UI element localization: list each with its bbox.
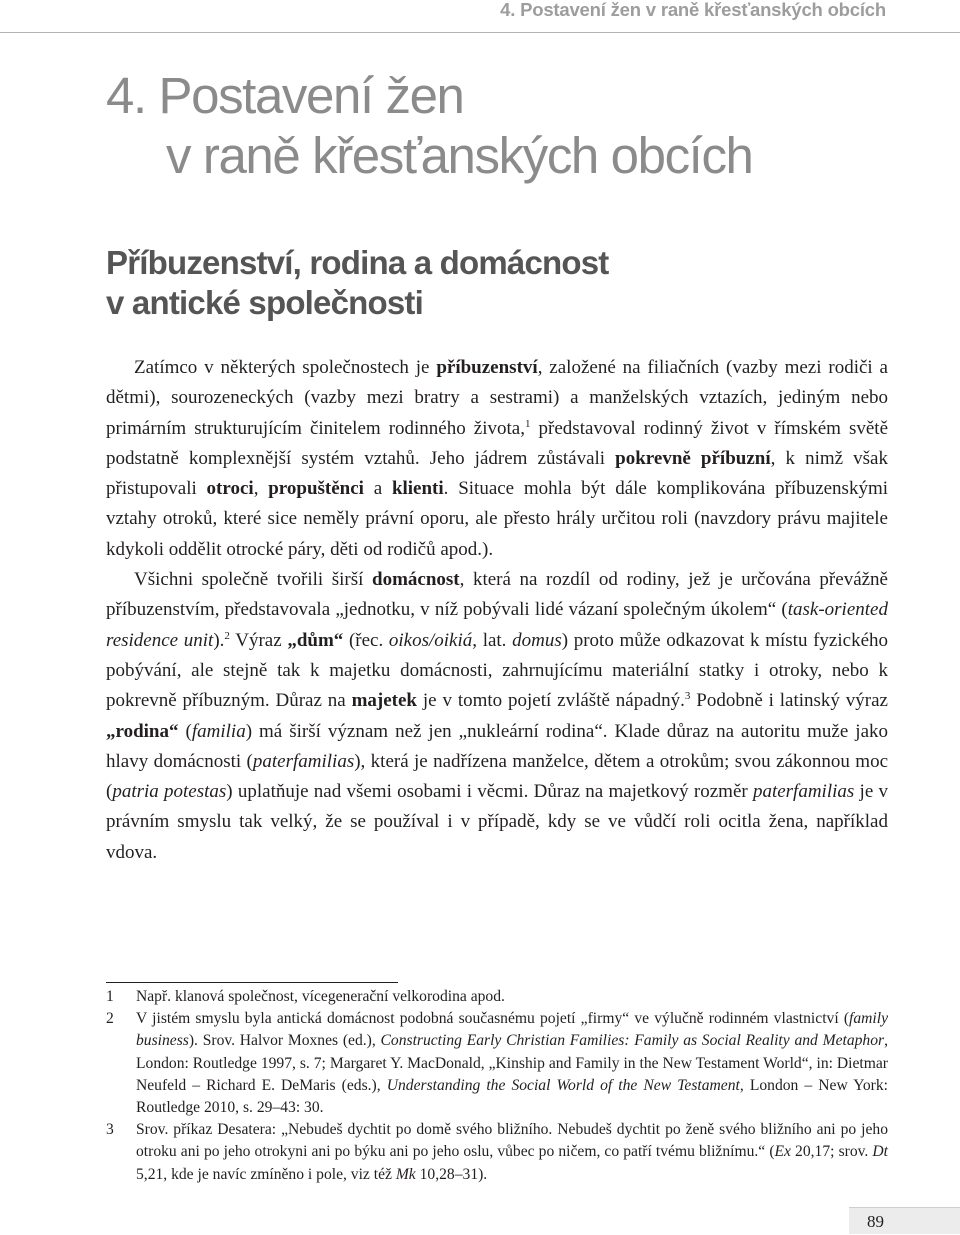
book-title-italic: Understanding the Social World of the New Testament — [386, 1076, 740, 1094]
text-run: ) má širší význam než jen „nukleární rodina“. Klade důraz na autoritu muže jako hlavy domácnosti ( — [106, 720, 889, 772]
text-run: Výraz — [229, 629, 288, 651]
text-run: je v právním smyslu tak velký, že se používal i v případě, kdy se ve vůdčí roli ocitla žena, například vdova. — [106, 781, 888, 863]
footnote-number: 1 — [106, 988, 114, 1005]
section-title — [106, 243, 609, 323]
section-title-line1: Příbuzenství, rodina a domácnost — [106, 244, 609, 281]
footnote-2 — [106, 1008, 888, 1119]
text-run: ). — [213, 629, 225, 651]
text-run: Všichni společně tvořili širší — [134, 569, 373, 591]
footnote-ref: 3 — [684, 690, 691, 703]
text-run: Zatímco v některých společnostech je — [134, 357, 437, 378]
reference-italic: Mk — [395, 1165, 416, 1183]
term-bold: otroci — [206, 478, 254, 500]
term-italic: domus — [512, 629, 562, 651]
paragraph — [106, 353, 888, 565]
term-italic: paterfamilias — [752, 781, 855, 803]
chapter-title — [106, 66, 753, 186]
running-header — [0, 0, 960, 33]
text-run: , k nimž však přistupovali — [106, 447, 888, 500]
text-run: , která na rozdíl od rodiny, jež je určována převážně příbuzenstvím, představovala „jednotku, v níž pobývali lidé vázaní společným úkolem“ ( — [106, 569, 888, 621]
text-run: 10,28–31). — [415, 1165, 488, 1183]
text-run: , London: Routledge 1997, s. 7; Margaret Y. MacDonald, „Kinship and Family in the New Testament World“, in: Dietmar Neufeld – Richard E. DeMaris (eds.), — [136, 1032, 888, 1094]
term-bold: pokrevně příbuzní — [615, 447, 771, 469]
footnote-ref: 2 — [224, 629, 230, 642]
text-run: 20,17; srov. — [790, 1143, 873, 1161]
term-italic: family business — [136, 1010, 888, 1050]
term-bold: majetek — [351, 690, 417, 712]
term-bold: klienti — [391, 478, 444, 500]
text-run: Podobně i latinský výraz — [690, 690, 888, 712]
text-run: 5,21, kde je navíc zmíněno i pole, viz též — [136, 1165, 396, 1183]
footnote-number: 3 — [106, 1121, 114, 1139]
text-run: ) uplatňuje nad všemi osobami i věcmi. Důraz na majetkový rozměr — [226, 781, 753, 803]
text-run: Srov. příkaz Desatera: „Nebudeš dychtit po domě svého bližního. Nebudeš dychtit po ženě svého bližního ani po jeho otroku ani po jeho otrokyni ani po býku ani po jeho oslu, vůbec po ničem, co patří tvému bližnímu.“ ( — [136, 1121, 888, 1161]
text-run: a — [363, 478, 392, 500]
term-bold: domácnost — [372, 569, 460, 591]
text-run: je v tomto pojetí zvláště nápadný. — [417, 690, 685, 712]
text-run: V jistém smyslu byla antická domácnost podobná současnému pojetí „firmy“ ve výlučně rodinném vlastnictví ( — [136, 1010, 850, 1028]
text-run: ( — [178, 720, 192, 742]
footnote-number: 2 — [106, 1010, 114, 1028]
reference-italic: Dt — [872, 1143, 888, 1161]
term-bold: „dům“ — [287, 629, 344, 651]
term-italic: paterfamilias — [252, 750, 355, 772]
paragraph — [106, 565, 888, 868]
term-bold: „rodina“ — [106, 720, 179, 742]
footnote-ref: 1 — [524, 417, 531, 430]
text-run: ) proto může odkazovat k místu fyzického pobývání, ale stejně tak k majetku domácnosti, zahrnujícímu materiální statky i otroky, nebo k pokrevně příbuzným. Důraz na — [106, 629, 889, 712]
term-italic: task-oriented residence unit — [106, 599, 888, 651]
text-run: . Situace mohla být dále komplikována příbuzenskými vztahy otroků, které sice neměly právní oporu, ale přesto hrály určitou roli (navzdory právu majitele kdykoli oddělit otrocké páry, děti od rodičů apod.). — [106, 478, 889, 560]
text-run: (řec. — [343, 629, 389, 651]
footnote-1 — [106, 986, 888, 1008]
footnotes — [106, 986, 888, 1186]
text-run: ), která je nadřízena manželce, dětem a otrokům; svou zákonnou moc ( — [106, 750, 888, 803]
chapter-title-line1: 4. Postavení žen — [106, 67, 464, 124]
term-bold: příbuzenství — [436, 357, 538, 378]
text-run: , založené na filiačních (vazby mezi rodiči a dětmi), sourozeneckých (vazby mezi bratry a sestrami) a manželských vztazích, jediným nebo primárním strukturujícím činitelem rodinného života, — [106, 357, 888, 439]
page-number: 89 — [849, 1207, 960, 1234]
footnote-divider — [106, 982, 398, 983]
term-italic: patria potestas — [112, 781, 227, 803]
running-title: 4. Postavení žen v raně křesťanských obcích — [500, 0, 886, 20]
text-run: , lat. — [472, 629, 513, 651]
term-italic: oikos/oikiá — [388, 629, 473, 651]
term-italic: familia — [191, 720, 246, 742]
body-text — [106, 353, 888, 868]
footnote-3 — [106, 1119, 888, 1186]
section-title-line2: v antické společnosti — [106, 284, 423, 321]
reference-italic: Ex — [774, 1143, 791, 1161]
term-bold: propuštěnci — [268, 478, 364, 500]
footnote-text: Např. klanová společnost, vícegenerační velkorodina apod. — [136, 988, 505, 1005]
text-run: představoval rodinný život v římském světě podstatně komplexnější systém vztahů. Jeho jádrem zůstávali — [106, 417, 888, 469]
book-title-italic: Constructing Early Christian Families: Family as Social Reality and Metaphor — [380, 1032, 885, 1050]
text-run: , — [253, 478, 269, 500]
chapter-title-line2: v raně křesťanských obcích — [166, 127, 753, 184]
text-run: ). Srov. Halvor Moxnes (ed.), — [188, 1032, 381, 1050]
text-run: , London – New York: Routledge 2010, s. 29–43: 30. — [136, 1076, 889, 1117]
